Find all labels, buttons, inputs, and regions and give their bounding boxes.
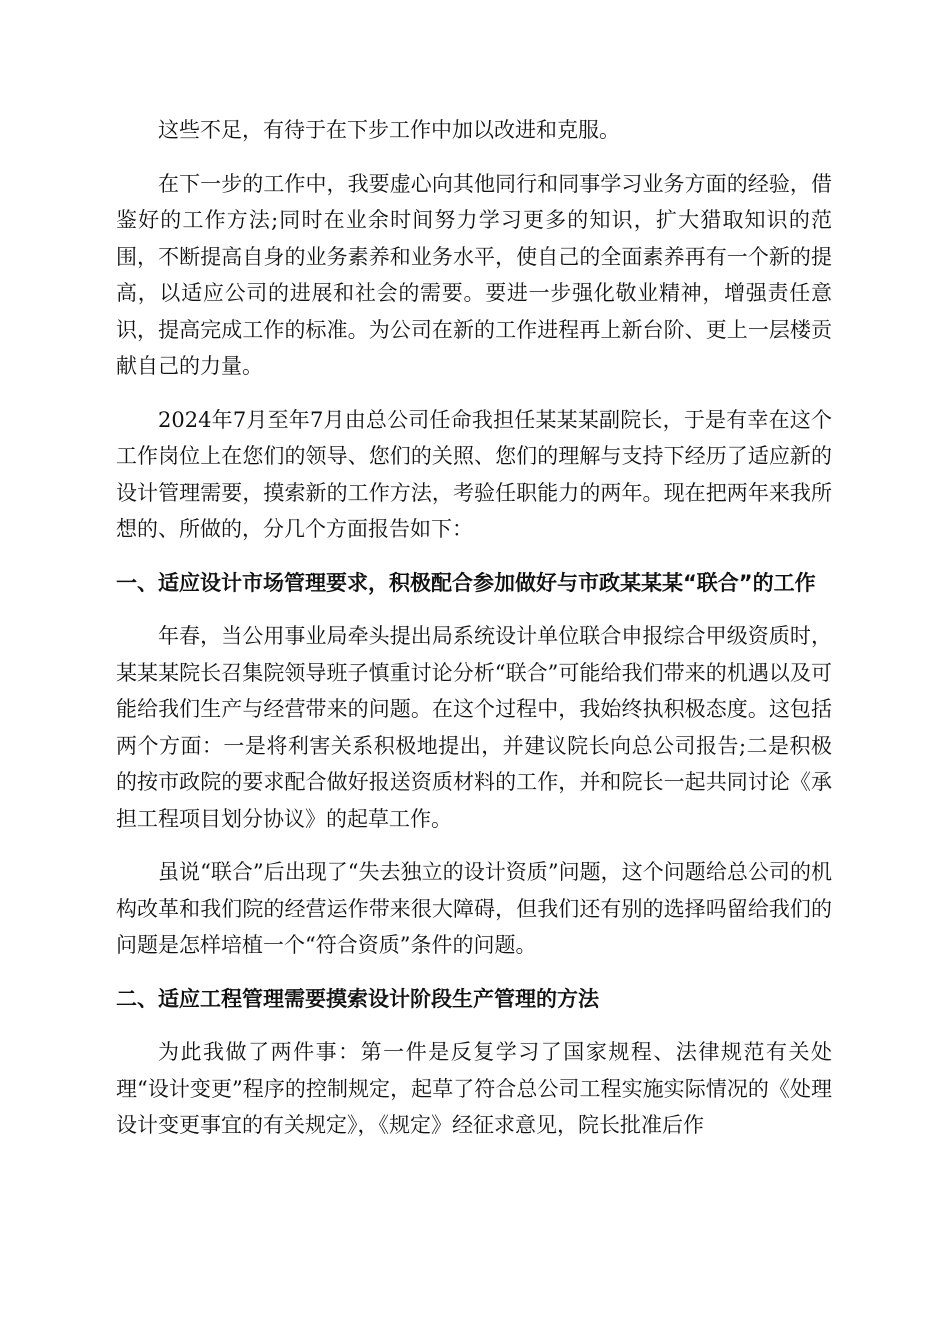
section-2-paragraph: 为此我做了两件事：第一件是反复学习了国家规程、法律规范有关处理“设计变更”程序的控制规定，起草了符合总公司工程实施实际情况的《处理设计变更事宜的有关规定》，《规定》经征求意见，院长批准后作: [116, 1040, 832, 1137]
section-1-paragraph: 虽说“联合”后出现了“失去独立的设计资质”问题，这个问题给总公司的机构改革和我们院的经营运作带来很大障碍，但我们还有别的选择吗留给我们的问题是怎样培植一个“符合资质”条件的问题。: [116, 860, 832, 957]
section-1-paragraph: 年春，当公用事业局牵头提出局系统设计单位联合申报综合甲级资质时，某某某院长召集院领导班子慎重讨论分析“联合”可能给我们带来的机遇以及可能给我们生产与经营带来的问题。在这个过程中，我始终执积极态度。这包括两个方面：一是将利害关系积极地提出，并建议院长向总公司报告;二是积极的按市政院的要求配合做好报送资质材料的工作，并和院长一起共同讨论《承担工程项目划分协议》的起草工作。: [116, 624, 832, 831]
paragraph-next-steps: 在下一步的工作中，我要虚心向其他同行和同事学习业务方面的经验，借鉴好的工作方法;同时在业余时间努力学习更多的知识，扩大猎取知识的范围，不断提高自身的业务素养和业务水平，使自己的全面素养再有一个新的提高，以适应公司的进展和社会的需要。要进一步强化敬业精神，增强责任意识，提高完成工作的标准。为公司在新的工作进程再上新台阶、更上一层楼贡献自己的力量。: [116, 171, 832, 378]
document-page: [116, 112, 832, 1161]
section-heading-2: 二、适应工程管理需要摸索设计阶段生产管理的方法: [116, 986, 599, 1011]
paragraph-conclusion: 这些不足，有待于在下步工作中加以改进和克服。: [158, 118, 620, 142]
section-heading-1: 一、适应设计市场管理要求，积极配合参加做好与市政某某某“联合”的工作: [116, 570, 816, 595]
paragraph-report-intro: 2024年7月至年7月由总公司任命我担任某某某副院长，于是有幸在这个工作岗位上在您们的领导、您们的关照、您们的理解与支持下经历了适应新的设计管理需要，摸索新的工作方法，考验任职能力的两年。现在把两年来我所想的、所做的，分几个方面报告如下：: [116, 407, 832, 541]
